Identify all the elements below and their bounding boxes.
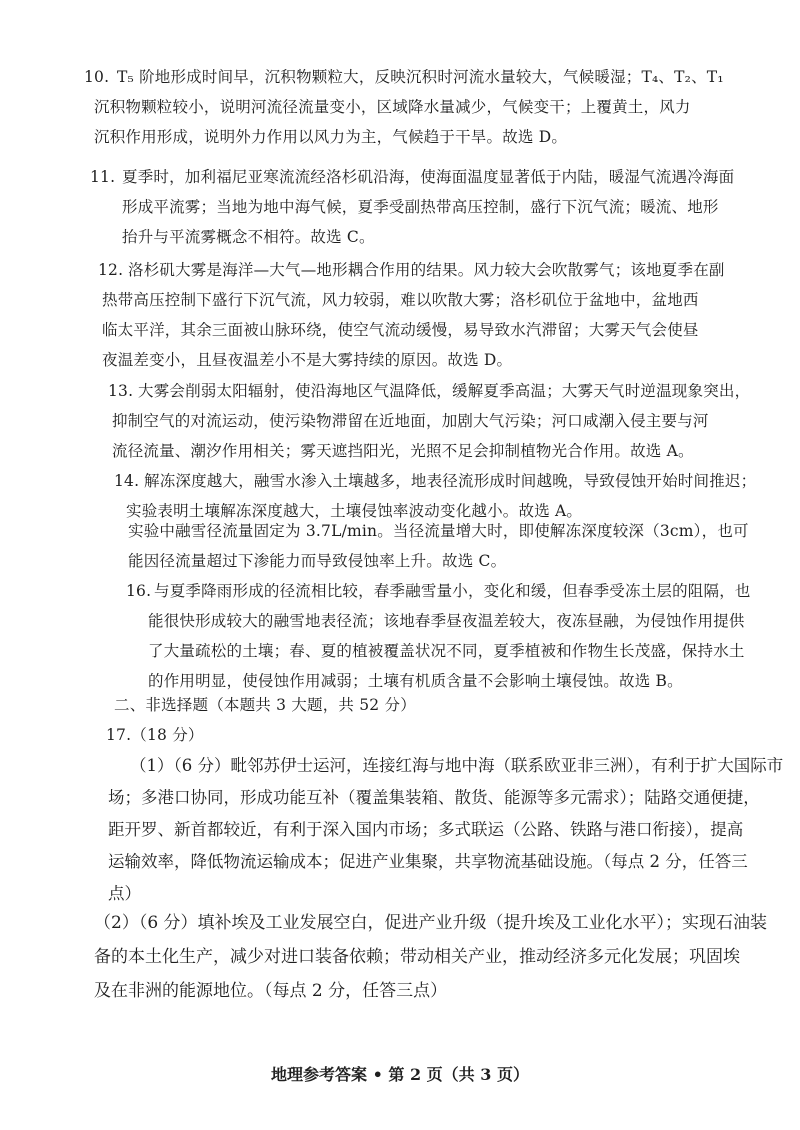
answer-line: 及在非洲的能源地位。（每点 2 分，任答三点） [94,981,448,1001]
answer-line: 沉积物颗粒较小，说明河流径流量变小，区域降水量减少，气候变干；上覆黄土，风力 [94,98,691,116]
answer-line: 能因径流量超过下渗能力而导致侵蚀率上升。故选 C。 [128,552,507,570]
item-number: 13. [108,382,134,400]
question-17-score: 17.（18 分） [106,726,204,744]
item-number: 12. [98,261,124,279]
page-footer: 地理参考答案 • 第 2 页（共 3 页） [271,1065,529,1084]
item-number: 16. [126,582,152,600]
answer-line: 了大量疏松的土壤；春、夏的植被覆盖状况不同，夏季植被和作物生长茂盛，保持水土 [148,642,745,660]
answer-line: 沉积作用形成，说明外力作用以风力为主，气候趋于干旱。故选 D。 [94,128,568,146]
answer-line: 实验表明土壤解冻深度越大，土壤侵蚀率波动变化越小。故选 A。 [126,502,583,520]
item-number: 14. [114,472,140,490]
answer-line: （1）（6 分）毗邻苏伊士运河，连接红海与地中海（联系欧亚非三洲），有利于扩大国际市 [130,756,784,775]
answer-line: 能很快形成较大的融雪地表径流；该地春季昼夜温差较大，夜冻昼融，为侵蚀作用提供 [148,612,745,630]
answer-15 [122,516,762,576]
answer-12 [98,255,738,375]
answer-line: 备的本土化生产，减少对进口装备依赖；带动相关产业，推动经济多元化发展；巩固埃 [94,947,740,967]
answer-line: 距开罗、新首都较近，有利于深入国内市场；多式联运（公路、铁路与港口衔接），提高 [108,820,744,839]
answer-line: 抬升与平流雾概念不相符。故选 C。 [122,228,375,246]
answer-line: 夜温差变小，且昼夜温差小不是大雾持续的原因。故选 D。 [102,351,513,369]
section-heading-text: 二、非选择题（本题共 3 大题，共 52 分） [114,696,416,714]
section-heading [114,690,416,720]
answer-line: T₅ 阶地形成时间早，沉积物颗粒大，反映沉积时河流水量较大，气候暖湿；T₄、T₂、T₁ [117,68,724,86]
answer-line: 形成平流雾；当地为地中海气候，夏季受副热带高压控制，盛行下沉气流；暖流、地形 [122,198,719,216]
answer-line: （2）（6 分）填补埃及工业发展空白，促进产业升级（提升埃及工业化水平）；实现石油装 [94,913,768,933]
answer-line: 点） [108,884,141,903]
answer-line: 大雾会削弱太阳辐射，使沿海地区气温降低，缓解夏季高温；大雾天气时逆温现象突出， [138,382,751,400]
answer-line: 与夏季降雨形成的径流相比较，春季融雪量小，变化和缓，但春季受冻土层的阻隔，也 [154,582,751,600]
question-17-part-1 [108,750,784,910]
answer-line: 临太平洋，其余三面被山脉环绕，使空气流动缓慢，易导致水汽滞留；大雾天气会使昼 [102,321,699,339]
answer-10 [84,62,724,152]
answer-line: 洛杉矶大雾是海洋—大气—地形耦合作用的结果。风力较大会吹散雾气；该地夏季在副 [128,261,725,279]
answer-line: 实验中融雪径流量固定为 3.7L/min。当径流量增大时，即使解冻深度较深（3cm），也可 [128,522,749,540]
answer-16 [126,576,766,696]
answer-line: 热带高压控制下盛行下沉气流，风力较弱，难以吹散大雾；洛杉矶位于盆地中，盆地西 [102,291,699,309]
question-17-part-2 [94,906,774,1008]
answer-line: 解冻深度越大，融雪水渗入土壤越多，地表径流形成时间越晚，导致侵蚀开始时间推迟； [144,472,757,490]
item-number: 11. [90,168,116,186]
answer-line: 夏季时，加利福尼亚寒流流经洛杉矶沿海，使海面温度显著低于内陆，暖湿气流遇冷海面 [122,168,735,186]
answer-11 [90,162,735,252]
answer-line: 流径流量、潮汐作用相关；雾天遮挡阳光，光照不足会抑制植物光合作用。故选 A。 [112,442,694,460]
item-number: 10. [84,68,110,86]
answer-line: 场；多港口协同，形成功能互补（覆盖集装箱、散货、能源等多元需求）；陆路交通便捷， [108,788,760,807]
answer-line: 运输效率，降低物流运输成本；促进产业集聚，共享物流基础设施。（每点 2 分，任答三 [108,852,748,871]
answer-line: 抑制空气的对流运动，使污染物滞留在近地面，加剧大气污染；河口咸潮入侵主要与河 [112,412,709,430]
question-17-label [106,720,204,750]
answer-13 [108,376,751,466]
answer-line: 的作用明显，使侵蚀作用减弱；土壤有机质含量不会影响土壤侵蚀。故选 B。 [148,672,683,690]
